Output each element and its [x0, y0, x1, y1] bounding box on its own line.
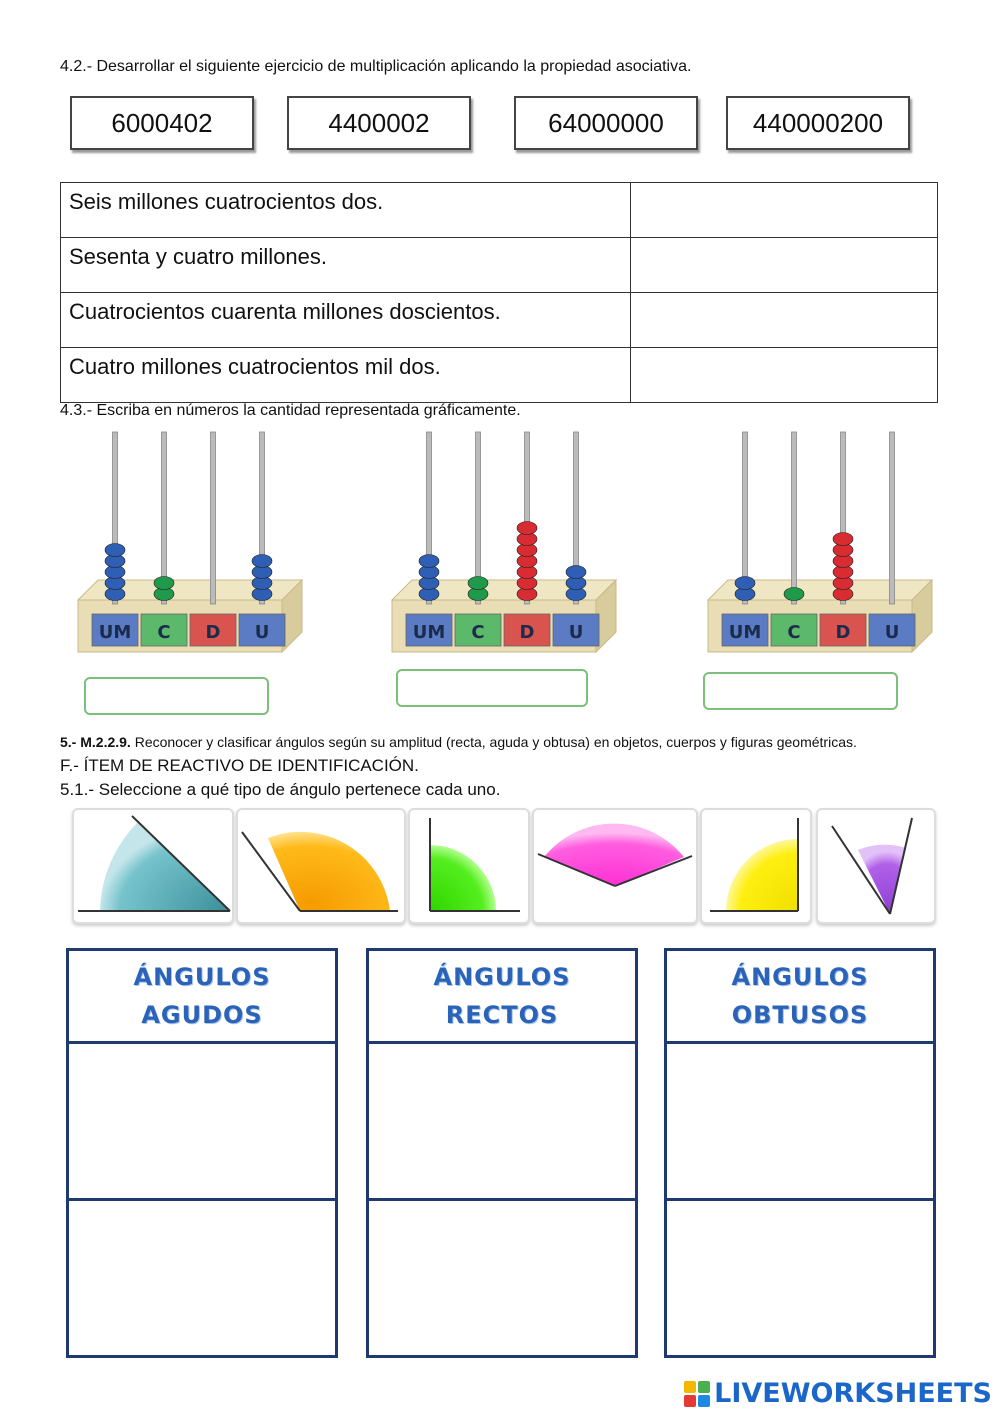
column-header-obtusos — [667, 951, 933, 1044]
angle-card-obtuse-orange[interactable] — [236, 808, 406, 924]
table-row — [61, 293, 938, 348]
column-header-line1: ÁNGULOS — [433, 963, 571, 991]
angle-orange-icon — [238, 810, 404, 922]
number-words-cell: Cuatrocientos cuarenta millones doscientos. — [61, 293, 631, 348]
place-value-label: UM — [412, 622, 446, 643]
answer-drop-cell[interactable] — [631, 293, 938, 348]
number-card-4[interactable]: 440000200 — [726, 96, 910, 150]
place-value-label: D — [519, 622, 535, 643]
abacus-1 — [70, 428, 310, 668]
place-value-label: D — [835, 622, 851, 643]
angle-card-obtuse-magenta[interactable] — [532, 808, 698, 924]
liveworksheets-brand — [684, 1378, 992, 1409]
column-obtusos — [664, 948, 936, 1358]
place-value-label: UM — [98, 622, 132, 643]
number-words-cell: Cuatro millones cuatrocientos mil dos. — [61, 348, 631, 403]
abacus-rod — [890, 432, 895, 604]
drop-zone-rectos-2[interactable] — [369, 1201, 635, 1355]
column-agudos — [66, 948, 338, 1358]
place-value-label: C — [471, 622, 485, 643]
liveworksheets-logo-icon — [684, 1381, 710, 1407]
objective-code: 5.- M.2.2.9. — [60, 734, 131, 750]
table-row — [61, 183, 938, 238]
angle-card-acute-purple[interactable] — [816, 808, 936, 924]
instruction-4-2: 4.2.- Desarrollar el siguiente ejercicio de multiplicación aplicando la propiedad asociativa. — [60, 58, 692, 75]
abacus-answer-input-3[interactable] — [703, 672, 898, 710]
column-header-line2: RECTOS — [445, 1001, 559, 1029]
abacus-bead — [784, 588, 804, 601]
column-header-line2: AGUDOS — [141, 1001, 263, 1029]
abacus-bead — [419, 555, 439, 568]
table-row — [61, 348, 938, 403]
angle-yellow-icon — [702, 810, 810, 922]
abacus-bead — [517, 522, 537, 535]
drop-zone-agudos-2[interactable] — [69, 1201, 335, 1355]
angle-purple-icon — [818, 810, 934, 922]
abacus-bead — [252, 555, 272, 568]
number-words-cell: Sesenta y cuatro millones. — [61, 238, 631, 293]
place-value-label: C — [157, 622, 171, 643]
abacus-bead — [566, 566, 586, 579]
objective-text — [60, 734, 857, 750]
angle-teal-icon — [74, 810, 232, 922]
column-header-line1: ÁNGULOS — [731, 963, 869, 991]
number-words-table — [60, 182, 938, 403]
column-header-agudos — [69, 951, 335, 1044]
abacus-rod — [211, 432, 216, 604]
instruction-5-1: 5.1.- Seleccione a qué tipo de ángulo pertenece cada uno. — [60, 780, 501, 799]
abacus-bead — [833, 533, 853, 546]
angle-card-acute-teal[interactable] — [72, 808, 234, 924]
angle-card-right-yellow[interactable] — [700, 808, 812, 924]
abacus-bead — [154, 577, 174, 590]
abacus-answer-input-1[interactable] — [84, 677, 269, 715]
column-header-line2: OBTUSOS — [731, 1001, 869, 1029]
abacus-bead — [468, 577, 488, 590]
place-value-label: U — [884, 622, 900, 643]
abacus-bead — [735, 577, 755, 590]
column-rectos — [366, 948, 638, 1358]
number-words-cell: Seis millones cuatrocientos dos. — [61, 183, 631, 238]
abacus-bead — [105, 544, 125, 557]
angle-green-icon — [410, 810, 528, 922]
number-card-2[interactable]: 4400002 — [287, 96, 471, 150]
place-value-label: D — [205, 622, 221, 643]
angle-magenta-icon — [534, 810, 696, 922]
abacus-rod — [792, 432, 797, 604]
angle-card-right-green[interactable] — [408, 808, 530, 924]
instruction-4-3: 4.3.- Escriba en números la cantidad representada gráficamente. — [60, 402, 521, 419]
brand-name: LIVEWORKSHEETS — [714, 1378, 992, 1409]
answer-drop-cell[interactable] — [631, 348, 938, 403]
place-value-label: UM — [728, 622, 762, 643]
abacus-3 — [700, 428, 940, 668]
drop-zone-obtusos-2[interactable] — [667, 1201, 933, 1355]
number-card-3[interactable]: 64000000 — [514, 96, 698, 150]
abacus-answer-input-2[interactable] — [396, 669, 588, 707]
column-header-line1: ÁNGULOS — [133, 963, 271, 991]
objective-description: Reconocer y clasificar ángulos según su amplitud (recta, aguda y obtusa) en objetos, cuerpos y figuras geométricas. — [130, 734, 857, 750]
drop-zone-rectos-1[interactable] — [369, 1044, 635, 1201]
abacus-2 — [384, 428, 624, 668]
item-title: F.- ÍTEM DE REACTIVO DE IDENTIFICACIÓN. — [60, 756, 419, 775]
column-header-rectos — [369, 951, 635, 1044]
drop-zone-agudos-1[interactable] — [69, 1044, 335, 1201]
number-card-1[interactable]: 6000402 — [70, 96, 254, 150]
place-value-label: U — [254, 622, 270, 643]
place-value-label: C — [787, 622, 801, 643]
place-value-label: U — [568, 622, 584, 643]
table-row — [61, 238, 938, 293]
drop-zone-obtusos-1[interactable] — [667, 1044, 933, 1201]
answer-drop-cell[interactable] — [631, 238, 938, 293]
answer-drop-cell[interactable] — [631, 183, 938, 238]
